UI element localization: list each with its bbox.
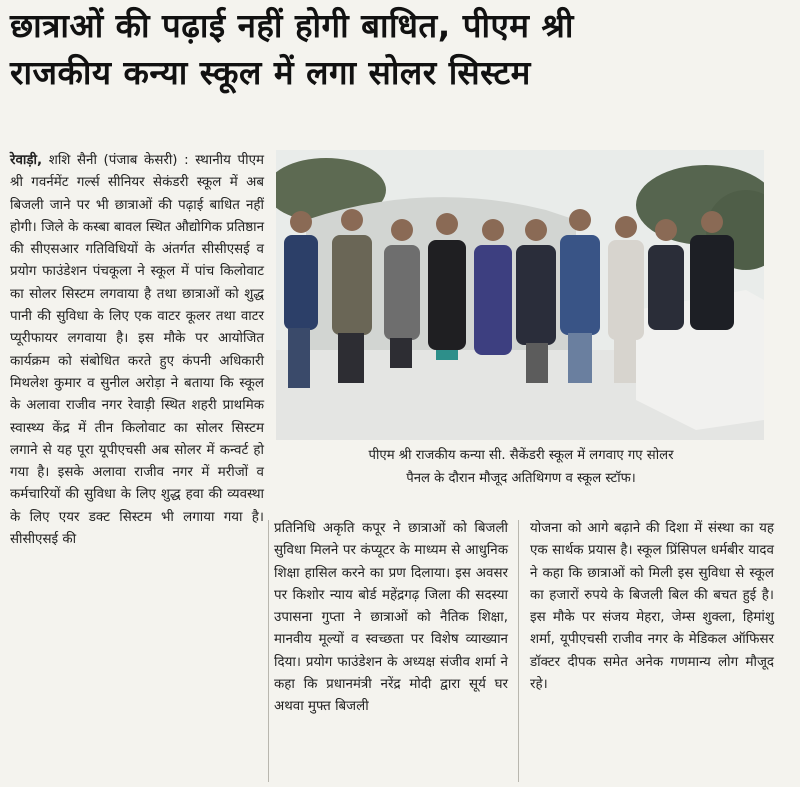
group-photo-illustration bbox=[276, 150, 764, 440]
article-column-1 bbox=[10, 150, 264, 551]
headline-line-2: राजकीय कन्या स्कूल में लगा सोलर सिस्टम bbox=[10, 53, 531, 92]
column-divider bbox=[268, 520, 269, 782]
byline-place: रेवाड़ी, bbox=[10, 153, 43, 168]
column-3-text: योजना को आगे बढ़ाने की दिशा में संस्था का यह एक सार्थक प्रयास है। स्कूल प्रिंसिपल धर्मबीर यादव ने कहा कि छात्राओं को मिली इस सुविधा से स्कूल का हजारों रुपये के बिजली बिल की बचत हुई है। इस मौके पर संजय मेहरा, जेम्स शुक्ला, हिमांशु शर्मा, यूपीएचसी राजीव नगर के मेडिकल ऑफिसर डॉक्टर दीपक समेत अनेक गणमान्य लोग मौजूद रहे। bbox=[530, 521, 774, 693]
caption-line-2: पैनल के दौरान मौजूद अतिथिगण व स्कूल स्टॉफ। bbox=[406, 471, 636, 486]
caption-line-1: पीएम श्री राजकीय कन्या सी. सैकेंडरी स्कूल में लगवाए गए सोलर bbox=[368, 448, 674, 463]
article-column-3 bbox=[530, 518, 774, 696]
headline bbox=[10, 2, 790, 96]
byline-author: शशि सैनी (पंजाब केसरी) bbox=[42, 153, 178, 168]
headline-line-1: छात्राओं की पढ़ाई नहीं होगी बाधित, पीएम श्री bbox=[10, 6, 574, 45]
column-divider bbox=[518, 520, 519, 782]
photo-caption bbox=[276, 444, 766, 490]
column-1-text: : स्थानीय पीएम श्री गवर्नमेंट गर्ल्स सीनियर सेकंडरी स्कूल में अब बिजली जाने पर भी छात्राओं की पढ़ाई बाधित नहीं होगी। जिले के कस्बा बावल स्थित औद्योगिक प्रतिष्ठान की सीएसआर गतिविधियों के अंतर्गत सीसीएसई व प्रयोग फाउंडेशन पंचकूला ने स्कूल में पांच किलोवाट का सोलर सिस्टम लगवाया है तथा छात्राओं को शुद्ध पानी की सुविधा के लिए एक वाटर कूलर तथा वाटर प्यूरीफायर लगवाया है। इस मौके पर आयोजित कार्यक्रम को संबोधित करते हुए कंपनी अधिकारी मिथलेश कुमार व सुनील अरोड़ा ने बताया कि स्कूल के अलावा राजीव नगर रेवाड़ी स्थित शहरी प्राथमिक स्वास्थ्य केंद्र में तीन किलोवाट का सोलर सिस्टम लगाने से यह पूरा यूपीएचसी अब सोलर में कन्वर्ट हो गया है। इसके अलावा राजीव नगर में मरीजों व कर्मचारियों की सुविधा के लिए शुद्ध हवा की व्यवस्था के लिए एयर डक्ट सिस्टम भी लगाया गया है। सीसीएसई की bbox=[10, 153, 264, 548]
news-photo bbox=[276, 150, 764, 440]
column-2-text: प्रतिनिधि अकृति कपूर ने छात्राओं को बिजली सुविधा मिलने पर कंप्यूटर के माध्यम से आधुनिक शिक्षा हासिल करने का प्रण दिलाया। इस अवसर पर किशोर न्याय बोर्ड महेंद्रगढ़ जिला की सदस्या उपासना गुप्ता ने छात्राओं को नैतिक शिक्षा, मानवीय मूल्यों व स्वच्छता पर विशेष व्याख्यान दिया। प्रयोग फाउंडेशन के अध्यक्ष संजीव शर्मा ने कहा कि प्रधानमंत्री नरेंद्र मोदी द्वारा सूर्य घर अथवा मुफ्त बिजली bbox=[274, 521, 508, 715]
article-column-2 bbox=[274, 518, 508, 719]
